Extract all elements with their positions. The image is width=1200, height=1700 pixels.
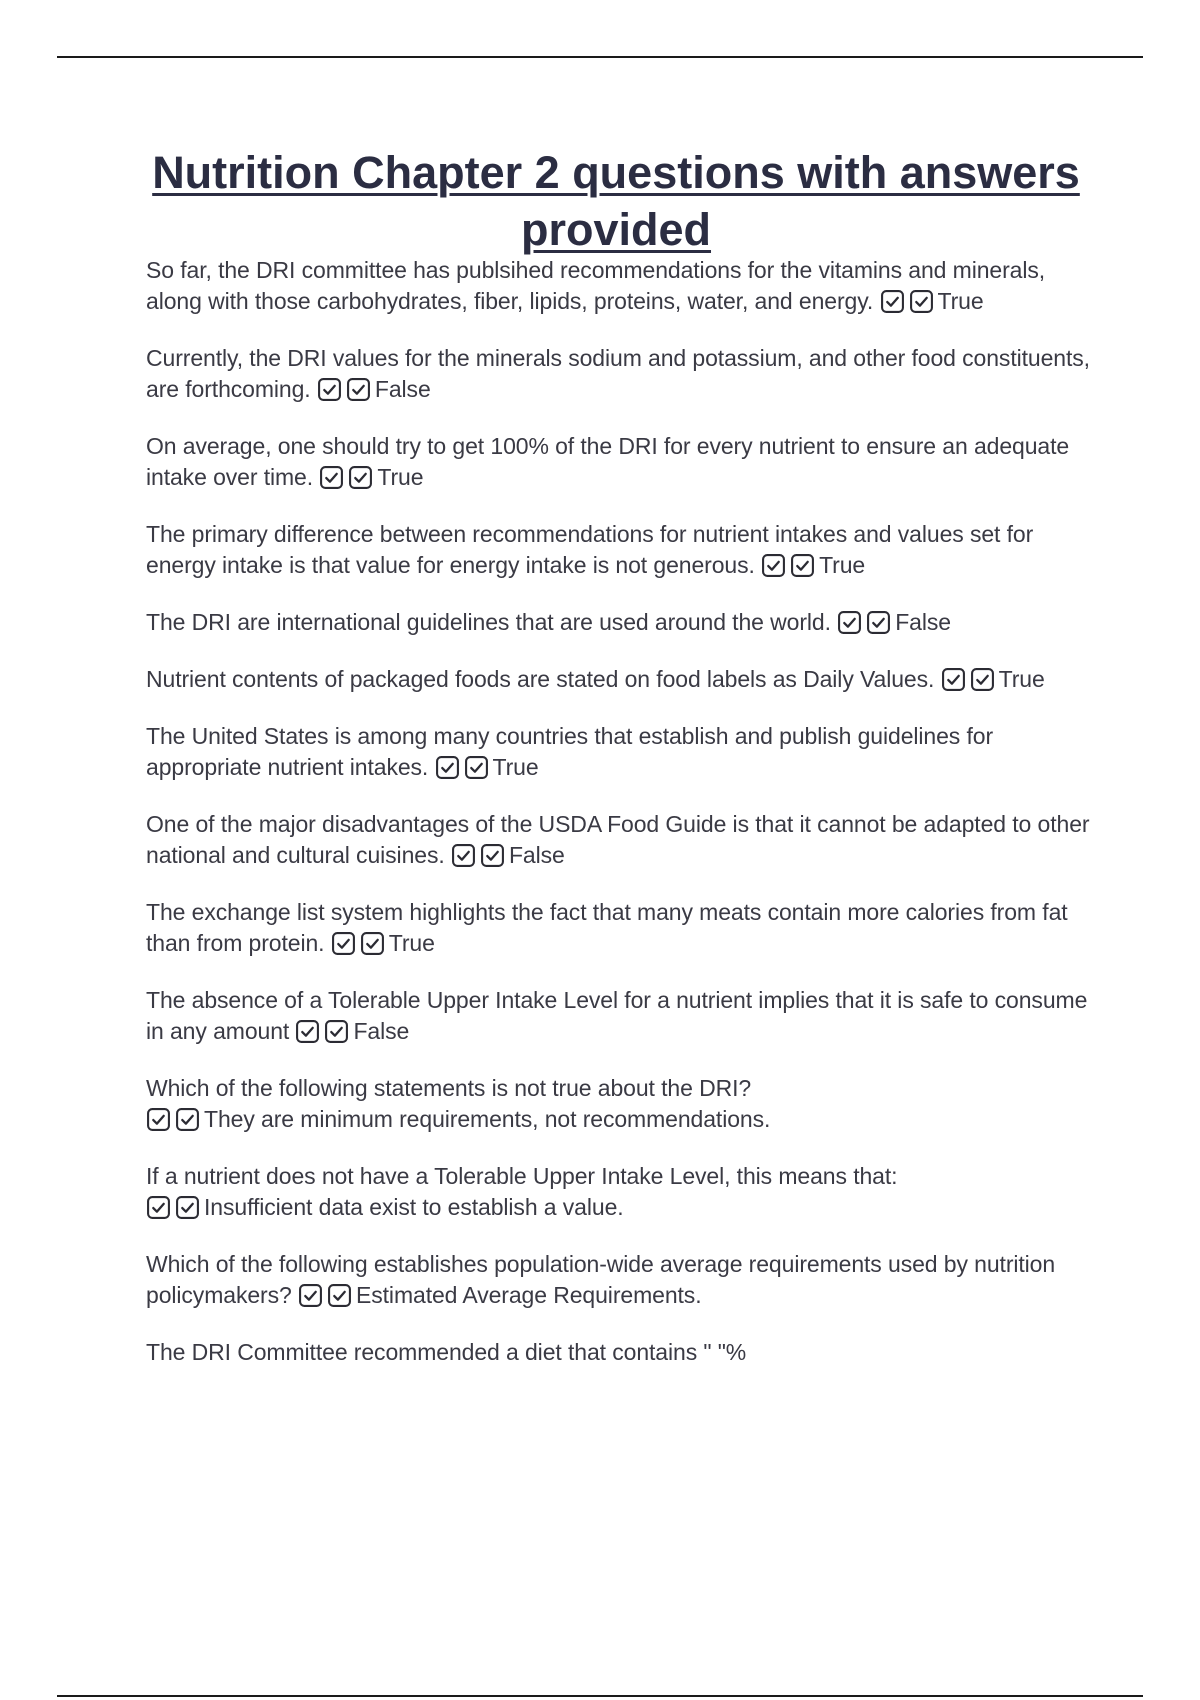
- answer-marker: [837, 609, 951, 635]
- checkbox-checked-icon: [837, 610, 862, 635]
- checkbox-checked-icon: [298, 1283, 323, 1308]
- answer-text: True: [492, 754, 539, 780]
- checkbox-checked-icon: [866, 610, 891, 635]
- question-text: Which of the following statements is not true about the DRI?: [146, 1075, 752, 1101]
- question-text: So far, the DRI committee has publsihed recommendations for the vitamins and minerals, along with those carbohydrates, fiber, lipids, proteins, water, and energy.: [146, 257, 1046, 314]
- answer-text: True: [388, 930, 435, 956]
- question-text: The DRI are international guidelines that are used around the world.: [146, 609, 831, 635]
- question-text: The United States is among many countries that establish and publish guidelines for appropriate nutrient intakes.: [146, 723, 994, 780]
- answer-marker: [317, 376, 431, 402]
- checkbox-checked-icon: [346, 377, 371, 402]
- answer-marker: [331, 930, 435, 956]
- qa-item: [146, 1161, 1106, 1223]
- question-text: The exchange list system highlights the fact that many meats contain more calories from fat than from protein.: [146, 899, 1068, 956]
- checkbox-checked-icon: [909, 289, 934, 314]
- checkbox-checked-icon: [175, 1195, 200, 1220]
- answer-text: False: [895, 609, 951, 635]
- question-text: One of the major disadvantages of the USDA Food Guide is that it cannot be adapted to other national and cultural cuisines.: [146, 811, 1090, 868]
- checkbox-checked-icon: [880, 289, 905, 314]
- qa-item: [146, 343, 1106, 405]
- question-text: If a nutrient does not have a Tolerable Upper Intake Level, this means that:: [146, 1163, 898, 1189]
- checkbox-checked-icon: [464, 755, 489, 780]
- checkbox-checked-icon: [360, 931, 385, 956]
- checkbox-checked-icon: [941, 667, 966, 692]
- qa-item: [146, 809, 1106, 871]
- question-text: On average, one should try to get 100% of the DRI for every nutrient to ensure an adequate intake over time.: [146, 433, 1070, 490]
- question-text: The primary difference between recommendations for nutrient intakes and values set for energy intake is that value for energy intake is not generous.: [146, 521, 1034, 578]
- qa-list: [146, 255, 1106, 1394]
- answer-marker: [146, 1106, 770, 1132]
- answer-text: Insufficient data exist to establish a value.: [204, 1194, 624, 1220]
- checkbox-checked-icon: [451, 843, 476, 868]
- checkbox-checked-icon: [146, 1195, 171, 1220]
- checkbox-checked-icon: [317, 377, 342, 402]
- question-text: Which of the following establishes population-wide average requirements used by nutrition policymakers?: [146, 1251, 1056, 1308]
- question-text: The absence of a Tolerable Upper Intake Level for a nutrient implies that it is safe to consume in any amount: [146, 987, 1088, 1044]
- answer-marker: [319, 464, 423, 490]
- qa-item: [146, 607, 1106, 638]
- qa-item: [146, 897, 1106, 959]
- checkbox-checked-icon: [480, 843, 505, 868]
- question-text: Nutrient contents of packaged foods are stated on food labels as Daily Values.: [146, 666, 935, 692]
- checkbox-checked-icon: [146, 1107, 171, 1132]
- qa-item: [146, 664, 1106, 695]
- checkbox-checked-icon: [295, 1019, 320, 1044]
- footer-rule: [57, 1695, 1143, 1697]
- checkbox-checked-icon: [175, 1107, 200, 1132]
- answer-marker: [146, 1194, 624, 1220]
- document-title: Nutrition Chapter 2 questions with answers provided: [152, 147, 1080, 255]
- question-text: Currently, the DRI values for the minerals sodium and potassium, and other food constituents, are forthcoming.: [146, 345, 1090, 402]
- checkbox-checked-icon: [970, 667, 995, 692]
- qa-item: [146, 1337, 1106, 1368]
- answer-text: False: [374, 376, 431, 402]
- answer-marker: [880, 288, 984, 314]
- qa-item: [146, 721, 1106, 783]
- answer-text: True: [998, 666, 1045, 692]
- answer-text: False: [353, 1018, 410, 1044]
- checkbox-checked-icon: [348, 465, 373, 490]
- answer-marker: [298, 1282, 702, 1308]
- qa-item: [146, 985, 1106, 1047]
- answer-marker: [941, 666, 1045, 692]
- qa-item: [146, 1073, 1106, 1135]
- checkbox-checked-icon: [319, 465, 344, 490]
- answer-marker: [761, 552, 865, 578]
- qa-item: [146, 519, 1106, 581]
- answer-text: True: [819, 552, 866, 578]
- answer-marker: [435, 754, 539, 780]
- checkbox-checked-icon: [327, 1283, 352, 1308]
- answer-marker: [451, 842, 565, 868]
- qa-item: [146, 431, 1106, 493]
- checkbox-checked-icon: [435, 755, 460, 780]
- answer-text: True: [377, 464, 424, 490]
- answer-marker: [295, 1018, 409, 1044]
- checkbox-checked-icon: [324, 1019, 349, 1044]
- header-rule: [57, 56, 1143, 58]
- answer-text: Estimated Average Requirements.: [356, 1282, 702, 1308]
- question-text: The DRI Committee recommended a diet that contains " "%: [146, 1339, 747, 1365]
- qa-item: [146, 1249, 1106, 1311]
- answer-text: They are minimum requirements, not recommendations.: [204, 1106, 771, 1132]
- checkbox-checked-icon: [331, 931, 356, 956]
- answer-text: True: [937, 288, 984, 314]
- answer-text: False: [508, 842, 565, 868]
- checkbox-checked-icon: [761, 553, 786, 578]
- checkbox-checked-icon: [790, 553, 815, 578]
- qa-item: [146, 255, 1106, 317]
